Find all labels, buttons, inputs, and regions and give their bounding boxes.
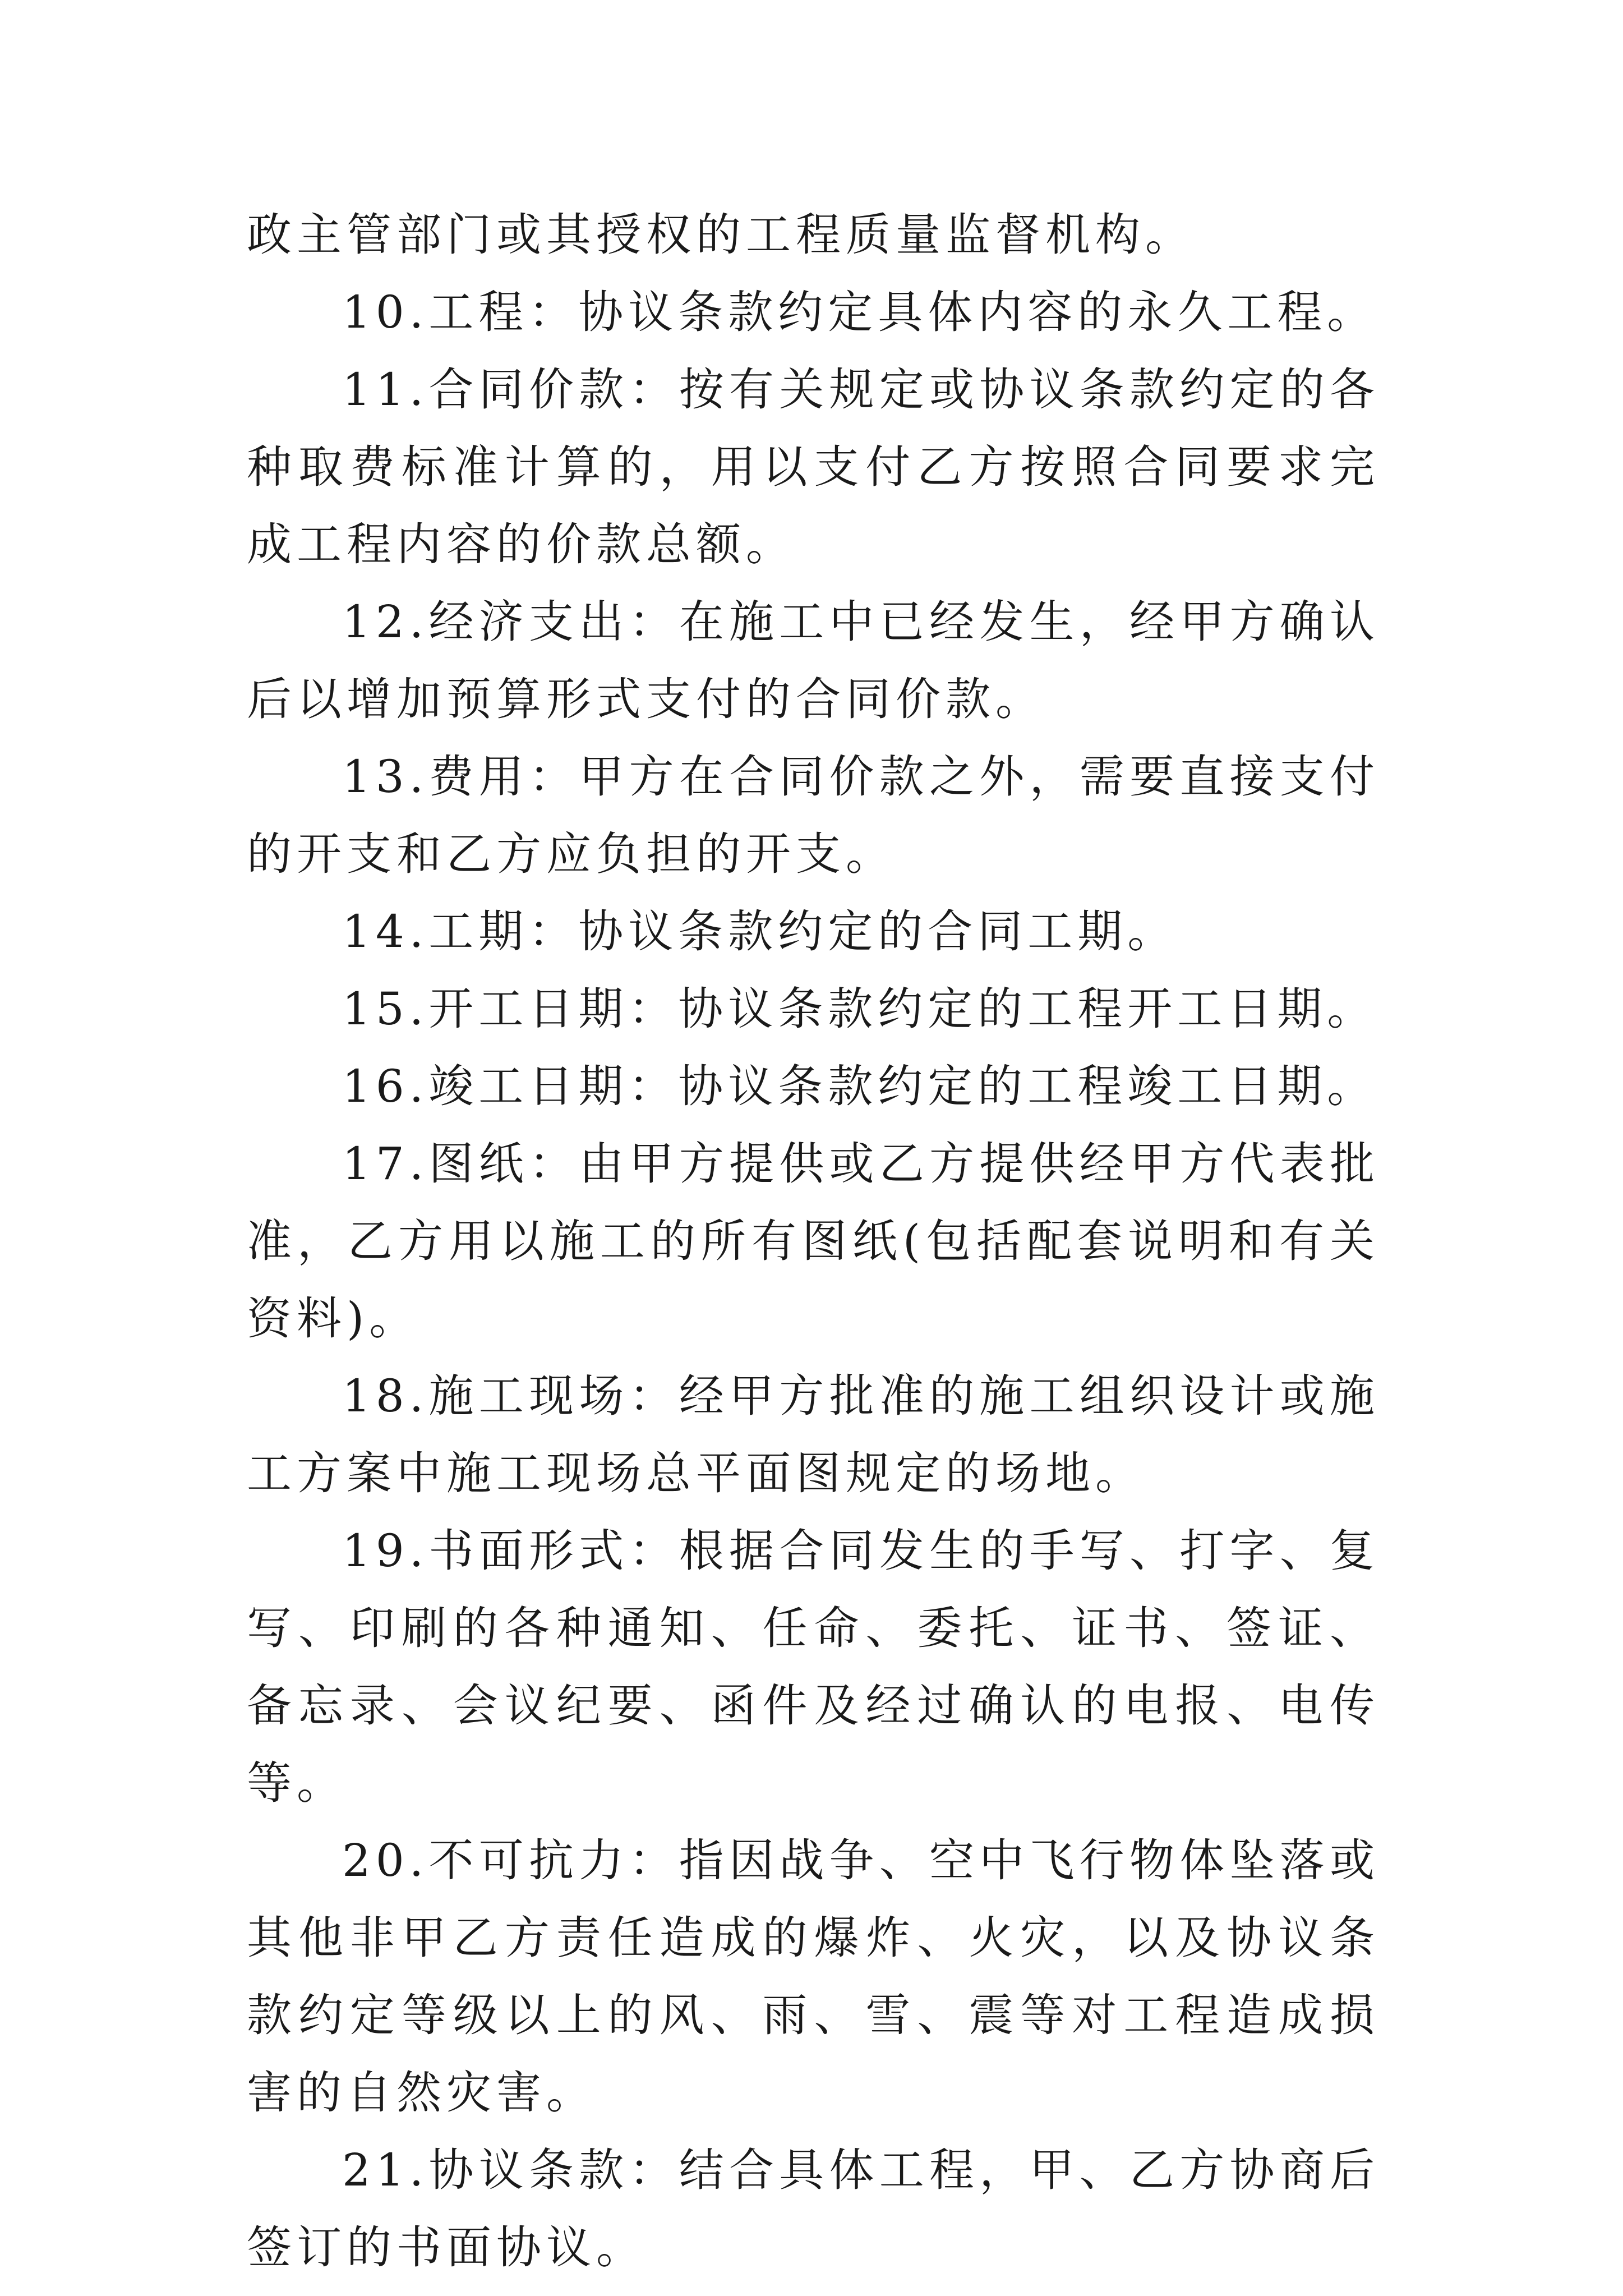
clause-13: 13.费用：甲方在合同价款之外，需要直接支付的开支和乙方应负担的开支。	[247, 751, 1380, 880]
document-body	[247, 196, 1380, 2286]
clause-18: 18.施工现场：经甲方批准的施工组织设计或施工方案中施工现场总平面图规定的场地。	[247, 1370, 1380, 1499]
clause-15: 15.开工日期：协议条款约定的工程开工日期。	[342, 983, 1377, 1035]
paragraph-continuation: 政主管部门或其授权的工程质量监督机构。	[247, 209, 1195, 261]
clause-10: 10.工程：协议条款约定具体内容的永久工程。	[342, 286, 1377, 338]
clause-17: 17.图纸：由甲方提供或乙方提供经甲方代表批准，乙方用以施工的所有图纸(包括配套说明和有关资料)。	[247, 1138, 1380, 1345]
clause-11: 11.合同价款：按有关规定或协议条款约定的各种取费标准计算的，用以支付乙方按照合同要求完成工程内容的价款总额。	[247, 364, 1380, 570]
clause-14: 14.工期：协议条款约定的合同工期。	[342, 905, 1178, 958]
clause-19: 19.书面形式：根据合同发生的手写、打字、复写、印刷的各种通知、任命、委托、证书、签证、备忘录、会议纪要、函件及经过确认的电报、电传等。	[247, 1525, 1380, 1809]
clause-12: 12.经济支出：在施工中已经发生，经甲方确认后以增加预算形式支付的合同价款。	[247, 596, 1380, 725]
clause-16: 16.竣工日期：协议条款约定的工程竣工日期。	[342, 1060, 1377, 1112]
clause-20: 20.不可抗力：指因战争、空中飞行物体坠落或其他非甲乙方责任造成的爆炸、火灾，以及协议条款约定等级以上的风、雨、雪、震等对工程造成损害的自然灾害。	[247, 1834, 1380, 2119]
clause-21: 21.协议条款：结合具体工程，甲、乙方协商后签订的书面协议。	[247, 2144, 1380, 2274]
